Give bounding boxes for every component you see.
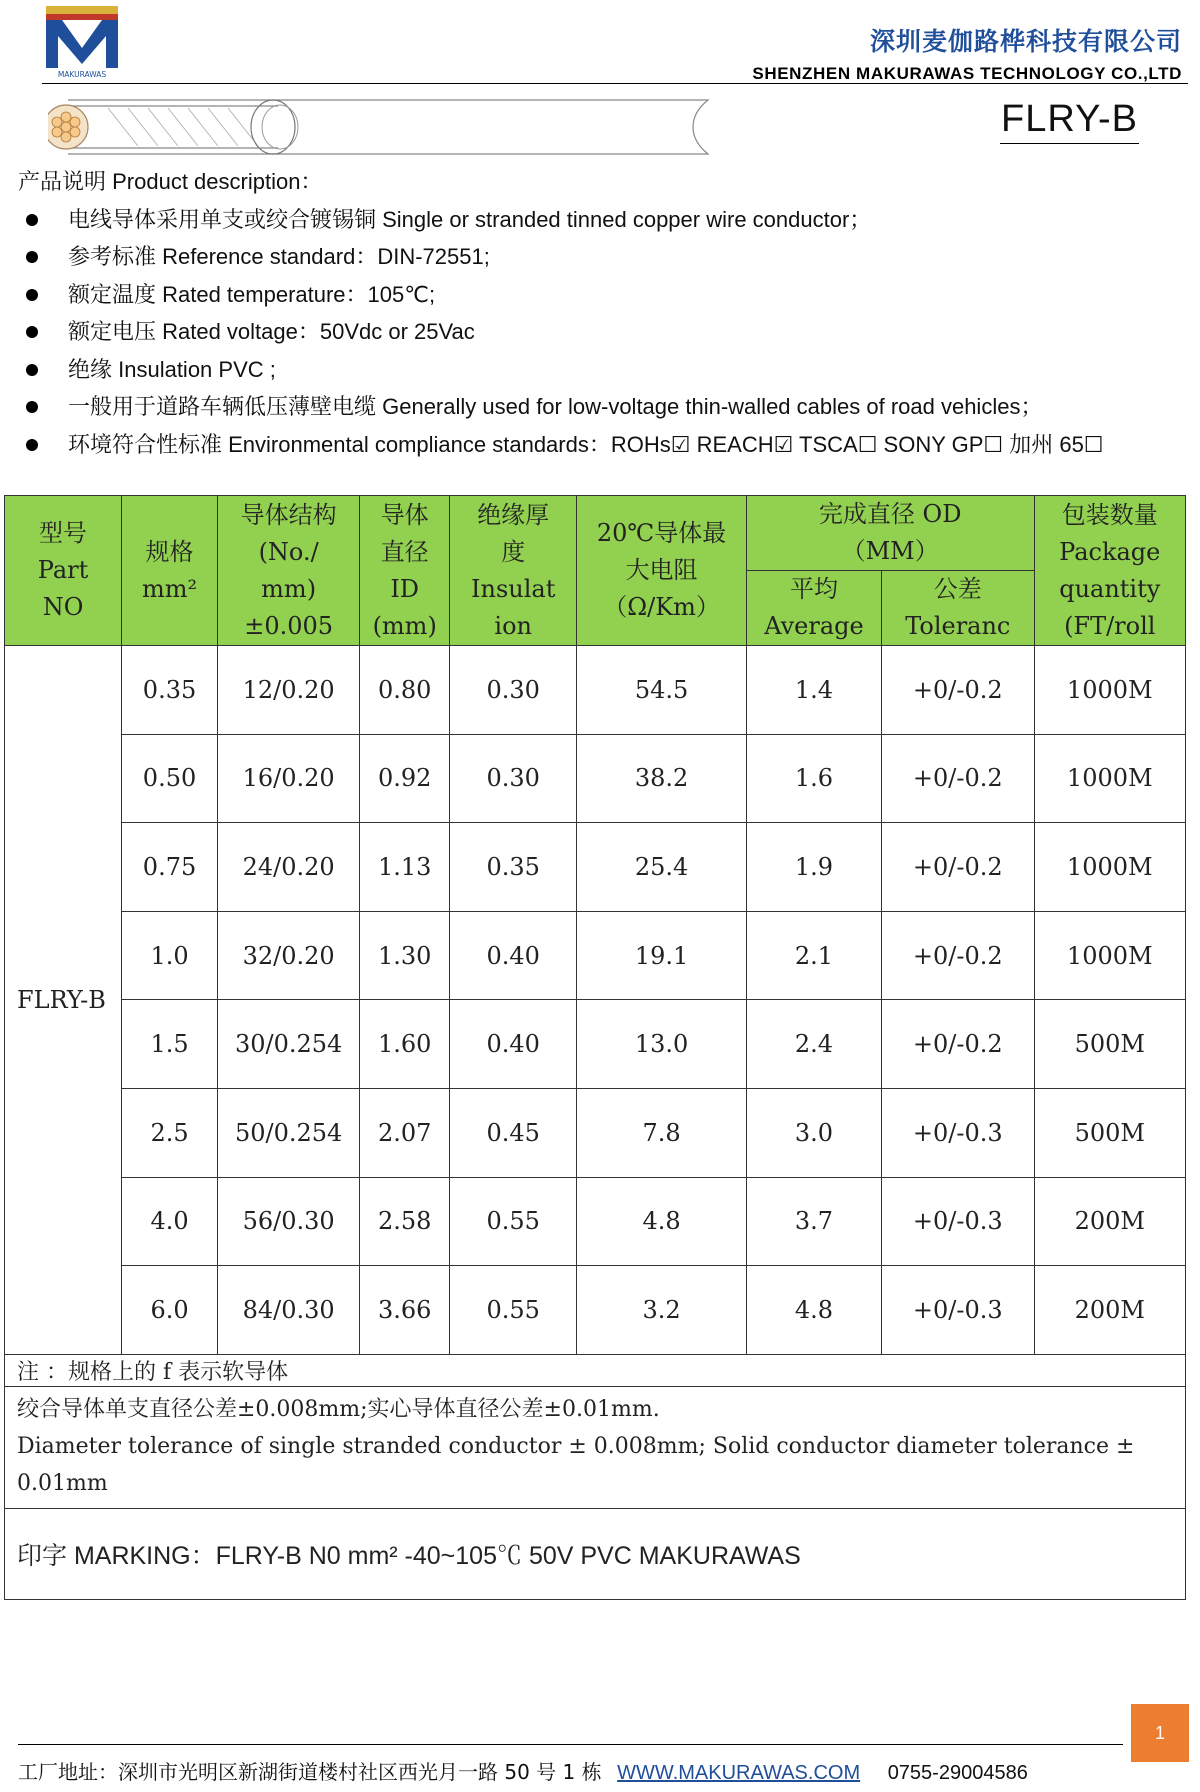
list-item: 额定电压 Rated voltage：50Vdc or 25Vac [18,313,1104,351]
cell-insulation: 0.55 [450,1177,577,1266]
cell-structure: 12/0.20 [217,646,359,735]
list-item: 一般用于道路车辆低压薄壁电缆 Generally used for low-voltage thin-walled cables of road vehicles； [18,388,1104,426]
bullet-icon [26,364,38,376]
cell-package: 1000M [1034,823,1185,912]
description-list [18,201,1104,464]
cell-insulation: 0.45 [450,1088,577,1177]
bullet-icon [26,214,38,226]
header-resistance: 20℃导体最 大电阻 （Ω/Km） [577,496,747,646]
cell-average: 1.4 [746,646,881,735]
footer [18,1756,1028,1785]
cell-structure: 16/0.20 [217,734,359,823]
cell-tolerance: +0/-0.3 [882,1177,1034,1266]
table-row [5,911,1186,1000]
bullet-icon [26,326,38,338]
cell-average: 3.7 [746,1177,881,1266]
cell-resistance: 3.2 [577,1266,747,1355]
cell-insulation: 0.35 [450,823,577,912]
website-link[interactable]: WWW.MAKURAWAS.COM [617,1762,861,1784]
cell-average: 2.1 [746,911,881,1000]
cell-resistance: 4.8 [577,1177,747,1266]
cell-package: 200M [1034,1266,1185,1355]
list-item: 参考标准 Reference standard：DIN-72551; [18,238,1104,276]
list-item: 额定温度 Rated temperature：105℃; [18,276,1104,314]
logo-text: MAKURAWAS [57,70,107,79]
cell-package: 500M [1034,1088,1185,1177]
cell-id: 1.60 [360,1000,450,1089]
cell-spec: 4.0 [122,1177,218,1266]
header-structure: 导体结构 (No./ mm) ±0.005 [217,496,359,646]
cell-tolerance: +0/-0.2 [882,1000,1034,1089]
cell-insulation: 0.30 [450,646,577,735]
cell-average: 2.4 [746,1000,881,1089]
cell-id: 1.30 [360,911,450,1000]
header-tolerance: 公差 Toleranc [882,571,1034,646]
part-no-cell: FLRY-B [5,646,122,1355]
tolerance-note-cn: 绞合导体单支直径公差±0.008mm;实心导体直径公差±0.01mm. [17,1396,660,1422]
header-diameter: 导体 直径 ID (mm) [360,496,450,646]
cell-insulation: 0.30 [450,734,577,823]
cell-spec: 1.0 [122,911,218,1000]
cell-package: 200M [1034,1177,1185,1266]
cell-structure: 50/0.254 [217,1088,359,1177]
table-note-tolerance [5,1386,1186,1508]
cell-tolerance: +0/-0.2 [882,911,1034,1000]
header-spec: 规格 mm² [122,496,218,646]
cell-average: 1.6 [746,734,881,823]
cell-resistance: 25.4 [577,823,747,912]
cell-id: 3.66 [360,1266,450,1355]
table-row [5,734,1186,823]
cell-package: 1000M [1034,646,1185,735]
company-name-en: SHENZHEN MAKURAWAS TECHNOLOGY CO.,LTD [752,64,1182,83]
list-item: 电线导体采用单支或绞合镀锡铜 Single or stranded tinned copper wire conductor； [18,201,1104,239]
factory-address: 工厂地址：深圳市光明区新湖街道楼村社区西光月一路 50 号 1 栋 [18,1760,602,1784]
cable-illustration [48,96,728,158]
header-insulation: 绝缘厚 度 Insulat ion [450,496,577,646]
page-number-badge: 1 [1131,1704,1189,1762]
bullet-icon [26,401,38,413]
product-description [18,163,1104,463]
cell-resistance: 7.8 [577,1088,747,1177]
cell-id: 0.92 [360,734,450,823]
cell-id: 2.07 [360,1088,450,1177]
cell-structure: 84/0.30 [217,1266,359,1355]
cell-structure: 24/0.20 [217,823,359,912]
company-name-cn: 深圳麦伽路桦科技有限公司 [869,27,1182,56]
cell-structure: 30/0.254 [217,1000,359,1089]
table-row [5,1266,1186,1355]
list-item: 绝缘 Insulation PVC ; [18,351,1104,389]
table-row [5,1177,1186,1266]
cell-spec: 1.5 [122,1000,218,1089]
cell-id: 0.80 [360,646,450,735]
header-package: 包装数量 Package quantity (FT/roll [1034,496,1185,646]
cell-spec: 6.0 [122,1266,218,1355]
description-title: 产品说明 Product description： [18,169,323,194]
cell-tolerance: +0/-0.2 [882,734,1034,823]
bullet-icon [26,439,38,451]
cell-package: 1000M [1034,734,1185,823]
company-name [752,22,1182,84]
tolerance-note-en: Diameter tolerance of single stranded conductor ± 0.008mm; Solid conductor diameter tolerance ± 0.01mm [17,1433,1135,1496]
cell-insulation: 0.40 [450,1000,577,1089]
cell-spec: 0.35 [122,646,218,735]
cell-resistance: 19.1 [577,911,747,1000]
phone-number: 0755-29004586 [887,1762,1028,1784]
cell-average: 1.9 [746,823,881,912]
header-divider [42,83,1188,84]
cell-spec: 0.50 [122,734,218,823]
cell-package: 500M [1034,1000,1185,1089]
cell-resistance: 54.5 [577,646,747,735]
header-average: 平均 Average [746,571,881,646]
company-logo [42,4,122,80]
cell-average: 3.0 [746,1088,881,1177]
cell-tolerance: +0/-0.3 [882,1266,1034,1355]
spec-table [4,495,1186,1600]
bullet-icon [26,289,38,301]
cell-id: 1.13 [360,823,450,912]
cell-spec: 0.75 [122,823,218,912]
footer-divider [18,1744,1123,1745]
cell-spec: 2.5 [122,1088,218,1177]
cell-insulation: 0.55 [450,1266,577,1355]
cell-tolerance: +0/-0.2 [882,646,1034,735]
table-row [5,823,1186,912]
cell-id: 2.58 [360,1177,450,1266]
list-item: 环境符合性标准 Environmental compliance standards：ROHs☑ REACH☑ TSCA☐ SONY GP☐ 加州 65☐ [18,426,1104,464]
cell-structure: 56/0.30 [217,1177,359,1266]
header-part-no: 型号 Part NO [5,496,122,646]
model-title: FLRY-B [1000,98,1139,144]
table-row [5,1000,1186,1089]
table-row [5,646,1186,735]
table-note-soft-conductor: 注 ：规格上的 f 表示软导体 [5,1354,1186,1386]
cell-insulation: 0.40 [450,911,577,1000]
cell-resistance: 38.2 [577,734,747,823]
cell-tolerance: +0/-0.2 [882,823,1034,912]
marking-line: 印字 MARKING：FLRY-B N0 mm² -40~105℃ 50V PVC MAKURAWAS [5,1508,1186,1599]
cell-tolerance: +0/-0.3 [882,1088,1034,1177]
header-od: 完成直径 OD （MM） [746,496,1034,571]
cell-resistance: 13.0 [577,1000,747,1089]
table-row [5,1088,1186,1177]
cell-structure: 32/0.20 [217,911,359,1000]
cell-package: 1000M [1034,911,1185,1000]
bullet-icon [26,251,38,263]
cell-average: 4.8 [746,1266,881,1355]
